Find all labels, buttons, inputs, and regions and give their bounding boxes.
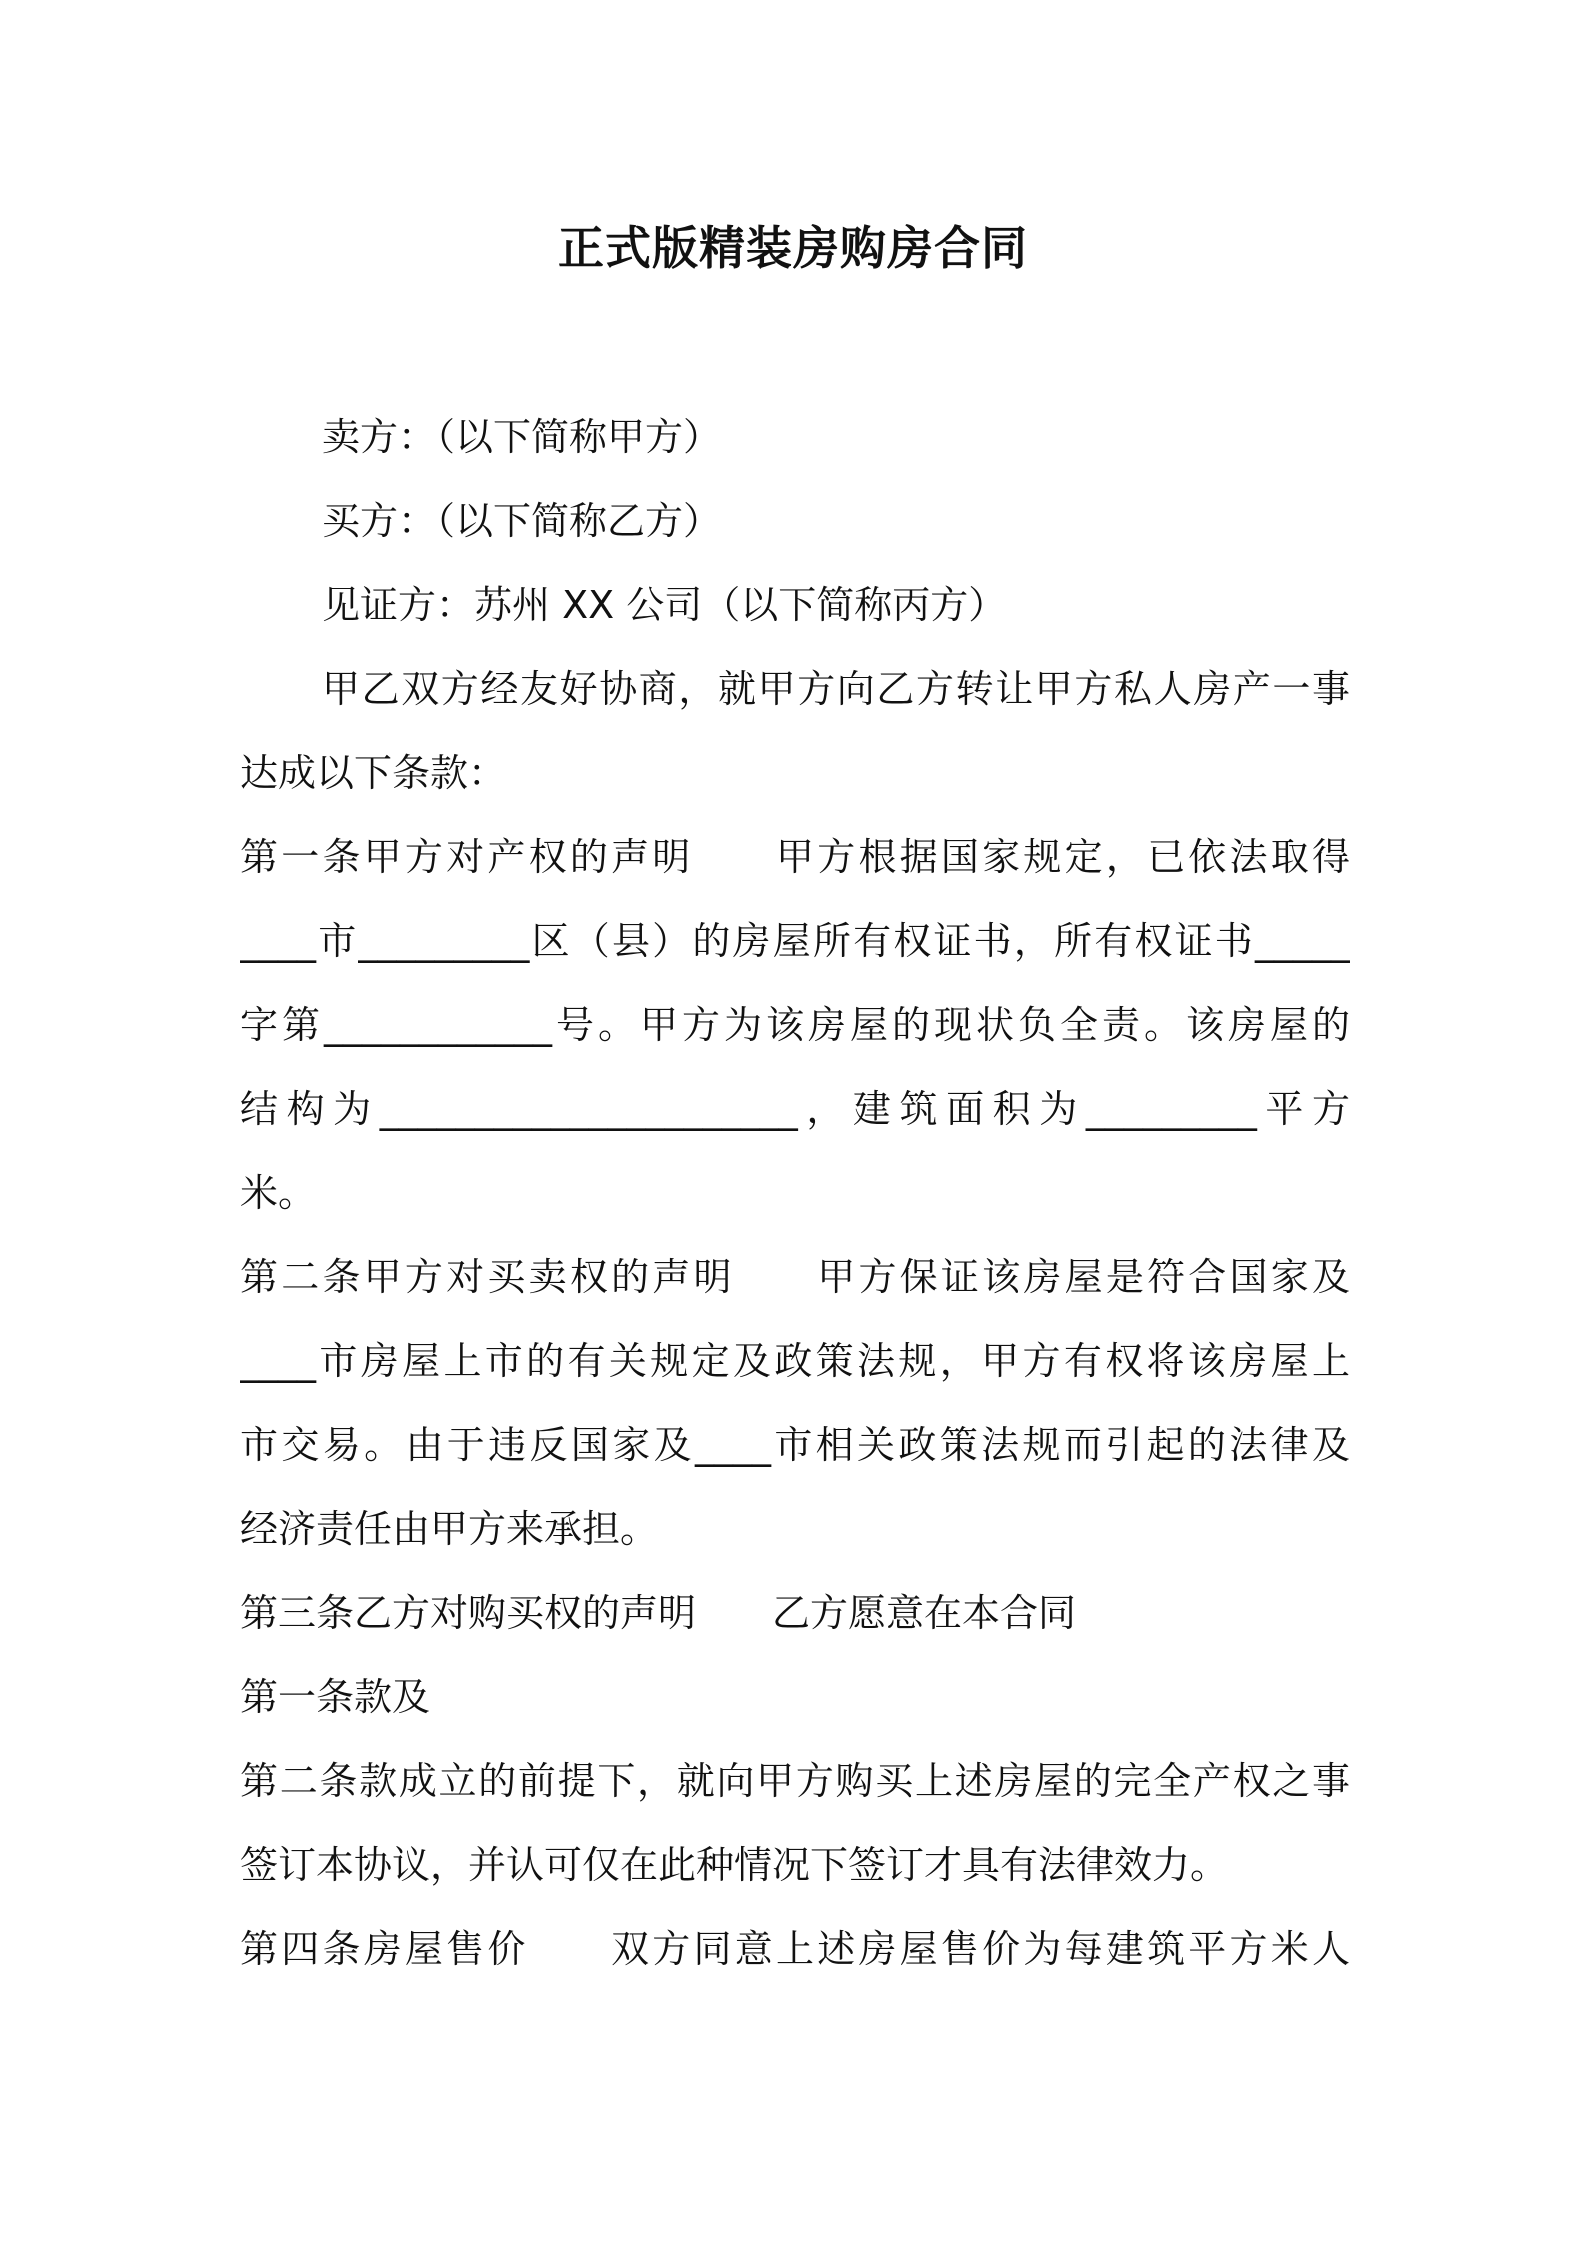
article-4-line: 第四条房屋售价 双方同意上述房屋售价为每建筑平方米人 bbox=[240, 1927, 1350, 1971]
article-3-line: 第三条乙方对购买权的声明 乙方愿意在本合同 bbox=[240, 1591, 1077, 1635]
document-title: 正式版精装房购房合同 bbox=[558, 221, 1028, 275]
article-1-line: 字第____________号。甲方为该房屋的现状负全责。该房屋的 bbox=[240, 1003, 1350, 1047]
article-3-line: 签订本协议，并认可仅在此种情况下签订才具有法律效力。 bbox=[240, 1843, 1229, 1887]
seller-line: 卖方：（以下简称甲方） bbox=[322, 415, 722, 459]
intro-paragraph-line: 达成以下条款： bbox=[240, 751, 507, 795]
article-2-line: 经济责任由甲方来承担。 bbox=[240, 1507, 659, 1551]
article-1-line: 结构为______________________，建筑面积为_________平方 bbox=[240, 1087, 1350, 1131]
intro-paragraph-line: 甲乙双方经友好协商，就甲方向乙方转让甲方私人房产一事 bbox=[322, 667, 1350, 711]
article-2-line: 第二条甲方对买卖权的声明 甲方保证该房屋是符合国家及 bbox=[240, 1255, 1350, 1299]
article-2-line: ____市房屋上市的有关规定及政策法规，甲方有权将该房屋上 bbox=[240, 1339, 1350, 1383]
article-1-line: 第一条甲方对产权的声明 甲方根据国家规定，已依法取得 bbox=[240, 835, 1350, 879]
article-3-line: 第二条款成立的前提下，就向甲方购买上述房屋的完全产权之事 bbox=[240, 1759, 1350, 1803]
buyer-line: 买方：（以下简称乙方） bbox=[322, 499, 722, 543]
article-1-line: ____市_________区（县）的房屋所有权证书，所有权证书_____ bbox=[240, 919, 1350, 963]
article-2-line: 市交易。由于违反国家及____市相关政策法规而引起的法律及 bbox=[240, 1423, 1350, 1467]
witness-line: 见证方：苏州 XX 公司（以下简称丙方） bbox=[322, 583, 1007, 627]
article-1-line: 米。 bbox=[240, 1171, 317, 1215]
article-3-line: 第一条款及 bbox=[240, 1675, 431, 1719]
